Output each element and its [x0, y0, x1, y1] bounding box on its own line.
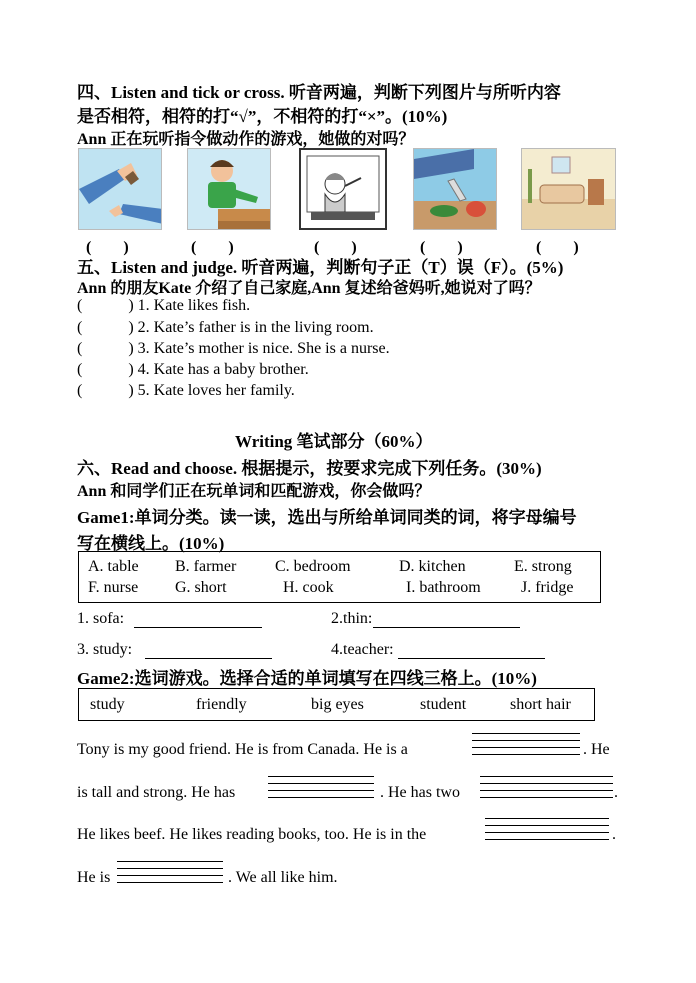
section4-heading-line1: 四、Listen and tick or cross. 听音两遍，判断下列图片与所听内容: [77, 83, 561, 102]
passage-line3-a: He likes beef. He likes reading books, too. He is in the: [77, 826, 427, 843]
answer-paren-1[interactable]: ( ): [86, 239, 129, 256]
option-f: F. nurse: [88, 579, 139, 596]
game1-heading-line1: Game1:单词分类。读一读，选出与所给单词同类的词，将字母编号: [77, 508, 577, 527]
word-bank-item: short hair: [510, 696, 571, 713]
option-a: A. table: [88, 558, 139, 575]
option-b: B. farmer: [175, 558, 237, 575]
option-j: J. fridge: [521, 579, 574, 596]
four-line-blank-5[interactable]: [117, 855, 223, 883]
judge-item-text: 5. Kate loves her family.: [137, 382, 295, 399]
judge-item-text: 2. Kate’s father is in the living room.: [137, 319, 374, 336]
close-paren: ): [128, 382, 134, 399]
section5-heading: 五、Listen and judge. 听音两遍，判断句子正（T）误（F）。(5%): [77, 258, 564, 277]
open-paren: (: [77, 340, 83, 357]
living-room-picture: [521, 148, 616, 230]
passage-line2-a: is tall and strong. He has: [77, 784, 236, 801]
girl-drawing-picture: [299, 148, 387, 230]
open-paren: (: [77, 361, 83, 378]
option-c: C. bedroom: [275, 558, 351, 575]
answer-blank-4[interactable]: [398, 658, 545, 659]
game1-question-2: 2.thin:: [331, 610, 373, 627]
boy-at-desk-picture: [187, 148, 271, 230]
option-e: E. strong: [514, 558, 572, 575]
passage-line2-b: . He has two: [380, 784, 460, 801]
game1-heading-line2: 写在横线上。(10%): [77, 534, 225, 553]
judge-item-text: 4. Kate has a baby brother.: [137, 361, 309, 378]
word-bank-item: student: [420, 696, 467, 713]
section4-heading-line2: 是否相符，相符的打“√”，不相符的打“×”。(10%): [77, 107, 448, 126]
close-paren: ): [128, 297, 134, 314]
four-line-blank-2[interactable]: [268, 770, 374, 798]
judge-item-text: 3. Kate’s mother is nice. She is a nurse.: [137, 340, 390, 357]
game1-question-1: 1. sofa:: [77, 610, 125, 627]
word-bank-item: study: [90, 696, 125, 713]
judge-item[interactable]: [77, 361, 309, 379]
answer-paren-2[interactable]: ( ): [191, 239, 234, 256]
handshake-picture: [78, 148, 162, 230]
option-g: G. short: [175, 579, 227, 596]
writing-title: Writing 笔试部分（60%）: [235, 432, 433, 451]
section5-intro: Ann 的朋友Kate 介绍了自己家庭,Ann 复述给爸妈听,她说对了吗？: [77, 280, 541, 297]
game1-question-4: 4.teacher:: [331, 641, 394, 658]
cutting-vegetables-picture: [413, 148, 497, 230]
judge-item[interactable]: [77, 340, 390, 358]
game1-question-3: 3. study:: [77, 641, 133, 658]
option-h: H. cook: [283, 579, 334, 596]
answer-paren-5[interactable]: ( ): [536, 239, 579, 256]
passage-line1-a: Tony is my good friend. He is from Canada. He is a: [77, 741, 408, 758]
answer-blank-2[interactable]: [373, 627, 520, 628]
option-i: I. bathroom: [406, 579, 481, 596]
word-bank-item: friendly: [196, 696, 247, 713]
option-d: D. kitchen: [399, 558, 466, 575]
close-paren: ): [128, 319, 134, 336]
open-paren: (: [77, 297, 83, 314]
judge-item[interactable]: [77, 297, 250, 315]
answer-paren-3[interactable]: ( ): [314, 239, 357, 256]
answer-blank-3[interactable]: [145, 658, 272, 659]
close-paren: ): [128, 340, 134, 357]
four-line-blank-1[interactable]: [472, 727, 580, 755]
open-paren: (: [77, 319, 83, 336]
judge-item[interactable]: [77, 319, 374, 337]
section6-intro: Ann 和同学们正在玩单词和匹配游戏，你会做吗？: [77, 483, 431, 500]
passage-line4-a: He is: [77, 869, 111, 886]
passage-line1-b: . He: [583, 741, 610, 758]
passage-line3-b: .: [612, 826, 616, 843]
close-paren: ): [128, 361, 134, 378]
judge-item-text: 1. Kate likes fish.: [137, 297, 251, 314]
word-bank-item: big eyes: [311, 696, 364, 713]
answer-paren-4[interactable]: ( ): [420, 239, 463, 256]
game2-heading: Game2:选词游戏。选择合适的单词填写在四线三格上。(10%): [77, 669, 537, 688]
passage-line4-b: . We all like him.: [228, 869, 338, 886]
section6-heading: 六、Read and choose. 根据提示，按要求完成下列任务。(30%): [77, 459, 542, 478]
passage-line2-c: .: [614, 784, 618, 801]
answer-blank-1[interactable]: [134, 627, 262, 628]
four-line-blank-3[interactable]: [480, 770, 613, 798]
section4-intro: Ann 正在玩听指令做动作的游戏，她做的对吗？: [77, 131, 415, 148]
open-paren: (: [77, 382, 83, 399]
four-line-blank-4[interactable]: [485, 812, 609, 840]
judge-item[interactable]: [77, 382, 295, 400]
